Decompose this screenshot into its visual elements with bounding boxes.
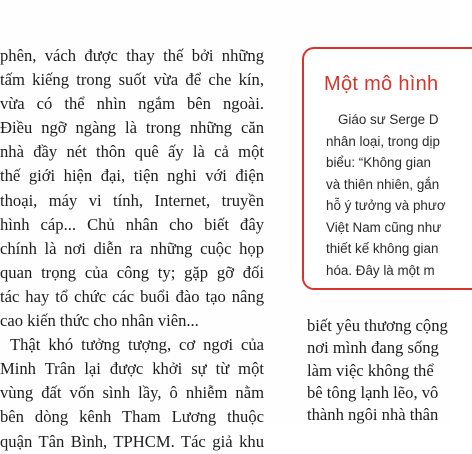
article-line: tấm kiếng trong suốt vừa để che kín, (0, 70, 264, 90)
sidebar-line: nhân loại, trong dịp (326, 133, 440, 149)
article-line: Điều ngỡ ngàng là trong những căn (0, 118, 264, 138)
article-line: tác hay tổ chức các buổi đào tạo nâng (0, 286, 264, 306)
article-line: phên, vách được thay thế bởi những (0, 46, 264, 65)
article-line: bê tông lạnh lẽo, vô (307, 382, 439, 402)
sidebar-line: Giáo sư Serge D (338, 112, 439, 127)
article-line: quan trọng của công ty; gặp gỡ đối (0, 262, 264, 282)
left-column-article (0, 44, 264, 454)
article-line: thành ngôi nhà thân (307, 405, 439, 425)
sidebar-line: và thiên nhiên, gắn (326, 176, 440, 192)
article-line: vừa có thể nhìn ngắm bên ngoài. (0, 94, 264, 114)
article-line: nơi mình đang sống (307, 338, 439, 358)
article-line: quận Tân Bình, TPHCM. Tác giả khu (0, 431, 264, 451)
article-line: nhà đầy nét thôn quê ấy là cả một (0, 142, 264, 162)
sidebar-body (326, 109, 446, 281)
sidebar-line: biểu: “Không gian (326, 155, 431, 170)
sidebar-title: Một mô hình (324, 73, 439, 95)
right-column-article (307, 315, 448, 426)
article-line: biết yêu thương cộng (307, 316, 448, 335)
article-line: hình cáp... Chủ nhân cho biết đây (0, 214, 264, 234)
sidebar-box (302, 47, 472, 290)
article-line: bên dòng kênh Tham Lương thuộc (0, 407, 264, 427)
article-line: thế giới hiện đại, tiện nghi với điện (0, 166, 264, 186)
article-line: làm việc không thể (307, 360, 434, 380)
article-line: thoại, máy vi tính, Internet, truyền (0, 190, 264, 210)
article-line: cao kiến thức cho nhân viên... (0, 311, 199, 331)
article-line: Minh Trân lại được khởi sự từ một (0, 359, 264, 379)
article-line: chính là nơi diễn ra những cuộc họp (0, 238, 264, 258)
sidebar-line: Việt Nam cũng như (326, 219, 442, 235)
article-line: Thật khó tưởng tượng, cơ ngơi của (10, 335, 264, 355)
sidebar-line: hóa. Đây là một m (326, 262, 435, 278)
article-line: vùng đất vốn sình lầy, ô nhiễm nằm (0, 383, 264, 403)
sidebar-line: thiết kế không gian (326, 241, 439, 256)
sidebar-line: hỗ ý tưởng và phươ (326, 198, 446, 213)
